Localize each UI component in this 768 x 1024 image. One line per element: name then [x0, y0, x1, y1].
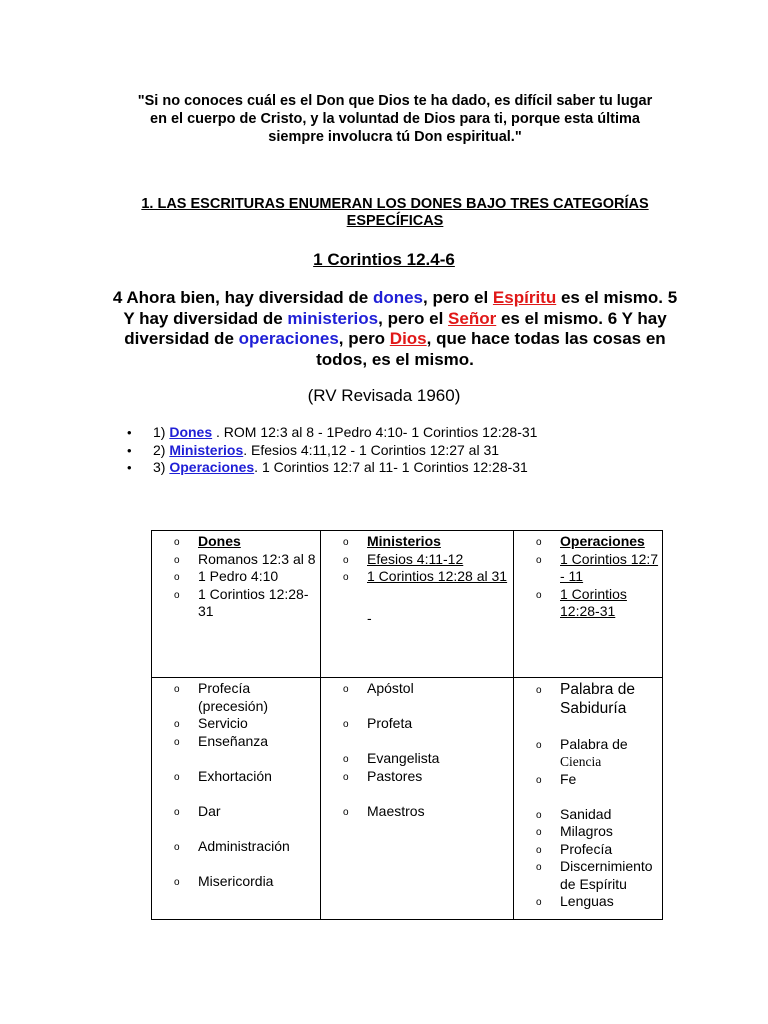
section-heading: 1. LAS ESCRITURAS ENUMERAN LOS DONES BAJO TRES CATEGORÍAS ESPECÍFICAS [141, 196, 649, 229]
verse-part: , pero [338, 329, 390, 348]
list-item [154, 768, 318, 786]
category-link-operaciones[interactable]: Operaciones [169, 459, 255, 475]
bible-version: (RV Revisada 1960) [307, 386, 461, 405]
gift-name: Misericordia [198, 872, 274, 889]
item-number: 2) [153, 441, 170, 458]
verse-part: es el mismo. 5 Y hay diversidad de [123, 288, 678, 328]
verse-part: 4 Ahora bien, hay diversidad de [112, 288, 373, 307]
verse-word-operaciones: operaciones [238, 329, 339, 348]
table-row [152, 678, 663, 920]
table-cell [321, 531, 514, 678]
circle-bullet-icon: o [343, 806, 349, 818]
gift-name: Palabra de [560, 735, 628, 752]
list-item [154, 680, 318, 715]
verse-word-dones: dones [372, 288, 423, 307]
gift-name: Discernimiento de Espíritu [560, 858, 653, 892]
circle-bullet-icon: o [343, 719, 349, 730]
circle-bullet-icon: o [174, 876, 180, 888]
table-cell [514, 531, 663, 678]
list-item [154, 838, 318, 856]
list-item [516, 823, 660, 841]
gift-name: Milagros [560, 823, 613, 839]
circle-bullet-icon: o [174, 736, 180, 748]
category-list [127, 424, 537, 477]
circle-bullet-icon: o [536, 739, 542, 751]
gift-name-serif: Ciencia [560, 754, 602, 769]
circle-bullet-icon: o [174, 589, 180, 601]
column-header-operaciones: Operaciones [560, 533, 645, 549]
circle-bullet-icon: o [536, 685, 542, 696]
list-item [154, 533, 318, 551]
gift-name: Dar [198, 802, 221, 819]
gift-name: Fe [560, 770, 577, 787]
list-item [516, 533, 660, 551]
circle-bullet-icon: o [174, 719, 180, 730]
circle-bullet-icon: o [536, 589, 542, 601]
gift-name: Apóstol [367, 680, 414, 696]
list-item [127, 424, 537, 442]
gift-name: Lenguas [560, 893, 614, 909]
item-number: 3) [153, 459, 170, 475]
table-row [152, 531, 663, 678]
category-link-ministerios[interactable]: Ministerios [169, 441, 244, 458]
list-item [516, 680, 660, 718]
list-item [154, 568, 318, 586]
table-cell [514, 678, 663, 920]
item-refs: . ROM 12:3 al 8 - 1Pedro 4:10- 1 Corintios 12:28-31 [212, 424, 538, 440]
circle-bullet-icon: o [536, 809, 542, 821]
verse-part: , que hace todas las cosas en todos, es el mismo. [316, 329, 666, 369]
list-item [323, 803, 511, 821]
gift-name: Profecía (precesión) [198, 680, 269, 714]
gifts-table [151, 530, 663, 920]
gift-name: Profecía [560, 840, 613, 857]
verse-part: es el mismo. 6 Y hay diversidad de [124, 308, 667, 348]
gift-name: Evangelista [367, 750, 440, 766]
list-item [323, 533, 511, 551]
circle-bullet-icon: o [536, 827, 542, 838]
gift-name: Exhortación [198, 767, 272, 784]
list-item [516, 806, 660, 824]
verse-part: , pero el [378, 308, 449, 328]
bible-reference: 1 Corintios 12.4-6 [313, 250, 455, 269]
circle-bullet-icon: o [174, 771, 180, 783]
verse-text [110, 288, 680, 370]
list-item [516, 771, 660, 789]
list-item [323, 750, 511, 768]
column-header-ministerios: Ministerios [367, 533, 441, 549]
list-item [516, 893, 660, 911]
list-item [323, 680, 511, 698]
item-refs: . 1 Corintios 12:7 al 11- 1 Corintios 12:28-31 [254, 459, 528, 475]
verse-word-senor: Señor [448, 308, 497, 328]
item-number: 1) [153, 424, 170, 440]
gift-name: Palabra de Sabiduría [560, 681, 635, 717]
circle-bullet-icon: o [174, 572, 180, 583]
verse-word-espiritu: Espíritu [492, 288, 557, 307]
gift-name: Administración [198, 837, 290, 854]
gift-name: Profeta [367, 715, 413, 731]
list-item [323, 715, 511, 733]
table-cell [152, 678, 321, 920]
circle-bullet-icon: o [343, 771, 349, 783]
list-item [154, 586, 318, 621]
gift-name: Servicio [198, 715, 248, 731]
scripture-ref: 1 Corintios 12:28 al 31 [367, 568, 508, 584]
gift-name: Pastores [367, 767, 423, 784]
list-item [127, 459, 537, 477]
scripture-ref: 1 Corintios 12:28-31 [198, 585, 309, 619]
item-refs: . Efesios 4:11,12 - 1 Corintios 12:27 al 31 [243, 441, 500, 458]
scripture-ref: 1 Corintios 12:28-31 [560, 585, 627, 619]
category-link-dones[interactable]: Dones [169, 424, 213, 440]
gift-name: Sanidad [560, 805, 612, 822]
circle-bullet-icon: o [174, 537, 180, 548]
list-item [516, 858, 660, 893]
list-item [127, 442, 537, 460]
scripture-ref: 1 Pedro 4:10 [198, 568, 279, 584]
verse-word-ministerios: ministerios [287, 308, 379, 328]
circle-bullet-icon: o [343, 537, 349, 548]
verse-part: , pero el [423, 288, 493, 307]
scripture-ref: Efesios 4:11-12 [367, 550, 464, 567]
list-item [516, 841, 660, 859]
list-item [154, 873, 318, 891]
bullet-icon: • [127, 460, 132, 475]
circle-bullet-icon: o [174, 841, 180, 853]
list-item [516, 551, 660, 586]
list-item [154, 803, 318, 821]
list-item [323, 568, 511, 586]
list-item [323, 768, 511, 786]
list-item [516, 736, 660, 771]
column-header-dones: Dones [198, 533, 241, 549]
verse-word-dios: Dios [389, 329, 427, 348]
bullet-icon: • [127, 425, 132, 440]
circle-bullet-icon: o [174, 806, 180, 818]
circle-bullet-icon: o [536, 897, 542, 908]
circle-bullet-icon: o [343, 684, 349, 695]
list-item [154, 551, 318, 569]
circle-bullet-icon: o [536, 862, 542, 873]
circle-bullet-icon: o [536, 554, 542, 566]
dash-mark: - [367, 609, 372, 626]
scripture-ref: 1 Corintios 12:7 - 11 [560, 550, 659, 584]
opening-quote: "Si no conoces cuál es el Don que Dios te ha dado, es difícil saber tu lugar en el cuerpo de Cristo, y la voluntad de Dios para ti, porque esta última siempre involucra tú Don espiritual." [137, 93, 653, 145]
circle-bullet-icon: o [174, 554, 180, 566]
gift-name: Maestros [367, 802, 425, 819]
scripture-ref: Romanos 12:3 al 8 [198, 550, 316, 567]
circle-bullet-icon: o [536, 844, 542, 856]
circle-bullet-icon: o [343, 554, 349, 566]
list-item [154, 715, 318, 733]
list-item [154, 733, 318, 751]
circle-bullet-icon: o [536, 774, 542, 786]
circle-bullet-icon: o [536, 537, 542, 548]
table-cell [152, 531, 321, 678]
list-item [323, 551, 511, 569]
circle-bullet-icon: o [343, 572, 349, 583]
table-cell [321, 678, 514, 920]
list-item [516, 586, 660, 621]
circle-bullet-icon: o [174, 684, 180, 695]
bullet-icon: • [127, 442, 132, 458]
gift-name: Enseñanza [198, 732, 269, 749]
circle-bullet-icon: o [343, 754, 349, 765]
